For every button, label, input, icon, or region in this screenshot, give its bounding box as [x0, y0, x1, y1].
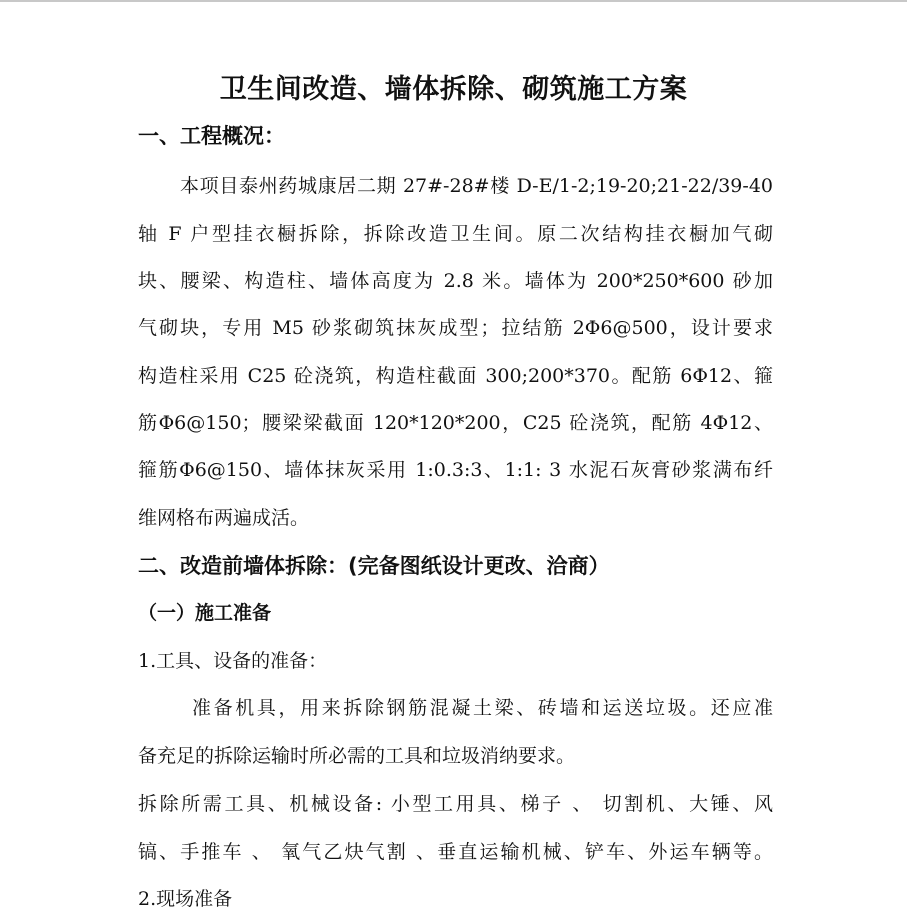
- paragraph-2-line-2: 镐、手推车 、 氧气乙炔气割 、垂直运输机械、铲车、外运车辆等。: [138, 841, 773, 863]
- section-1-line-8: 维网格布两遍成活。: [138, 507, 310, 529]
- section-1-line-2: 轴 F 户型挂衣橱拆除，拆除改造卫生间。原二次结构挂衣橱加气砌: [138, 223, 773, 245]
- paragraph-2-line-1: 拆除所需工具、机械设备: 小型工用具、梯子 、 切割机、大锤、风: [138, 793, 773, 815]
- section-1-heading: 一、工程概况：: [138, 124, 285, 148]
- document-title: 卫生间改造、墙体拆除、砌筑施工方案: [219, 74, 688, 105]
- section-1-line-7: 箍筋Φ6@150、墙体抹灰采用 1:0.3:3、1:1: 3 水泥石灰膏砂浆满布纤: [138, 459, 773, 481]
- paragraph-1-line-2: 备充足的拆除运输时所必需的工具和垃圾消纳要求。: [138, 745, 576, 767]
- section-1-line-5: 构造柱采用 C25 砼浇筑，构造柱截面 300;200*370。配筋 6Φ12、箍: [138, 365, 773, 387]
- item-2-title: 2.现场准备: [138, 888, 233, 910]
- subsection-1-heading: （一）施工准备: [138, 602, 272, 624]
- section-1-line-3: 块、腰梁、构造柱、墙体高度为 2.8 米。墙体为 200*250*600 砂加: [138, 270, 773, 292]
- section-2-heading: 二、改造前墙体拆除：(完备图纸设计更改、洽商）: [138, 554, 610, 578]
- paragraph-1-line-1: 准备机具，用来拆除钢筋混凝土梁、砖墙和运送垃圾。还应准: [192, 697, 773, 719]
- section-1-line-4: 气砌块，专用 M5 砂浆砌筑抹灰成型；拉结筋 2Φ6@500，设计要求: [138, 317, 773, 339]
- section-1-line-6: 筋Φ6@150；腰梁梁截面 120*120*200，C25 砼浇筑，配筋 4Φ12、: [138, 412, 773, 434]
- item-1-title: 1.工具、设备的准备：: [138, 650, 328, 672]
- section-1-line-1: 本项目泰州药城康居二期 27#-28#楼 D-E/1-2;19-20;21-22/39-40: [180, 175, 773, 197]
